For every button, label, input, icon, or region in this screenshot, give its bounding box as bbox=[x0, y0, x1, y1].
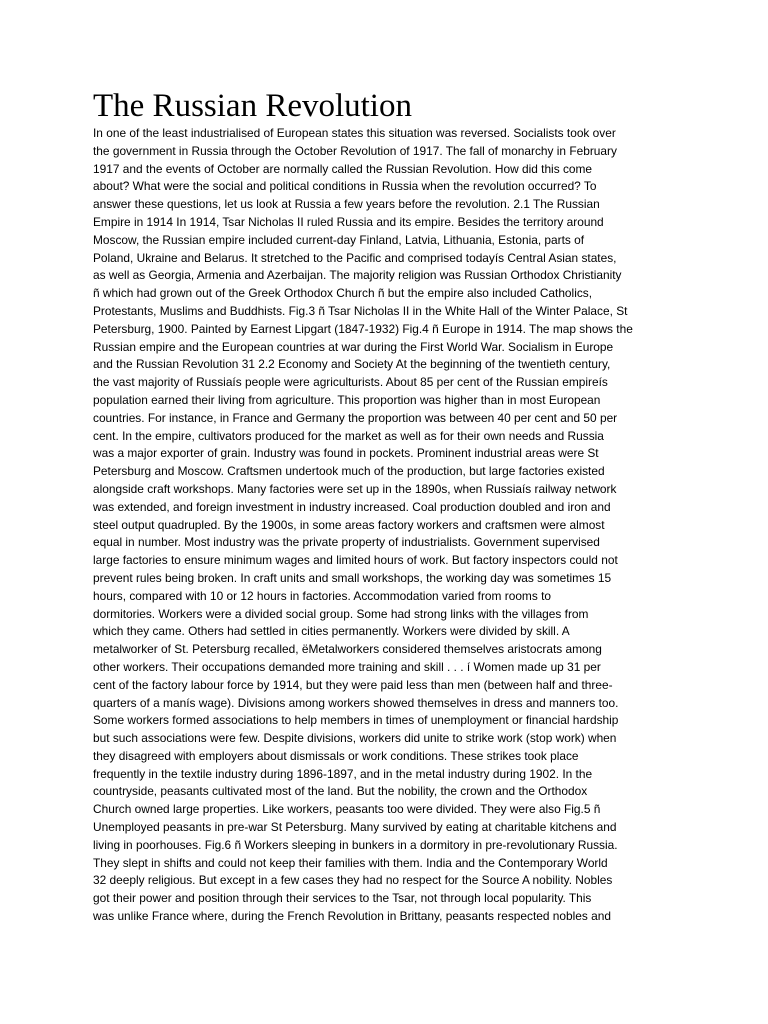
text-line: and the Russian Revolution 31 2.2 Economy and Society At the beginning of the twentieth century, bbox=[93, 357, 611, 372]
text-line: was extended, and foreign investment in industry increased. Coal production doubled and iron and bbox=[93, 499, 611, 514]
text-line: Petersburg and Moscow. Craftsmen undertook much of the production, but large factories existed bbox=[93, 464, 605, 479]
text-line: but such associations were few. Despite divisions, workers did unite to strike work (stop work) when bbox=[93, 731, 617, 746]
text-line: large factories to ensure minimum wages and limited hours of work. But factory inspectors could not bbox=[93, 553, 618, 568]
body-text bbox=[93, 125, 683, 926]
text-line: In one of the least industrialised of European states this situation was reversed. Socialists took over bbox=[93, 126, 616, 140]
text-line: Empire in 1914 In 1914, Tsar Nicholas II ruled Russia and its empire. Besides the territory around bbox=[93, 214, 604, 229]
text-line: dormitories. Workers were a divided social group. Some had strong links with the villages from bbox=[93, 606, 589, 621]
text-line: 32 deeply religious. But except in a few cases they had no respect for the Source A nobility. Nobles bbox=[93, 873, 613, 888]
text-line: quarters of a manís wage). Divisions among workers showed themselves in dress and manners too. bbox=[93, 695, 619, 710]
text-line: Petersburg, 1900. Painted by Earnest Lipgart (1847-1932) Fig.4 ñ Europe in 1914. The map shows the bbox=[93, 321, 633, 336]
text-line: Protestants, Muslims and Buddhists. Fig.3 ñ Tsar Nicholas II in the White Hall of the Winter Palace, St bbox=[93, 303, 628, 318]
text-line: Some workers formed associations to help members in times of unemployment or financial hardship bbox=[93, 713, 619, 728]
text-line: ñ which had grown out of the Greek Orthodox Church ñ but the empire also included Catholics, bbox=[93, 286, 593, 301]
text-line: as well as Georgia, Armenia and Azerbaijan. The majority religion was Russian Orthodox Christianity bbox=[93, 268, 622, 283]
text-line: Russian empire and the European countries at war during the First World War. Socialism in Europe bbox=[93, 339, 614, 354]
text-line: the government in Russia through the October Revolution of 1917. The fall of monarchy in February bbox=[93, 143, 617, 158]
text-line: alongside craft workshops. Many factories were set up in the 1890s, when Russiaís railway network bbox=[93, 481, 617, 496]
text-line: about? What were the social and political conditions in Russia when the revolution occurred? To bbox=[93, 179, 597, 194]
text-line: answer these questions, let us look at Russia a few years before the revolution. 2.1 The Russian bbox=[93, 197, 600, 212]
text-line: equal in number. Most industry was the private property of industrialists. Government supervised bbox=[93, 535, 600, 550]
text-line: they disagreed with employers about dismissals or work conditions. These strikes took place bbox=[93, 748, 579, 763]
text-line: frequently in the textile industry during 1896-1897, and in the metal industry during 1902. In the bbox=[93, 766, 593, 781]
text-line: Moscow, the Russian empire included current-day Finland, Latvia, Lithuania, Estonia, parts of bbox=[93, 232, 585, 247]
text-line: the vast majority of Russiaís people were agriculturists. About 85 per cent of the Russian empireís bbox=[93, 375, 608, 390]
text-line: cent of the factory labour force by 1914, but they were paid less than men (between half and three- bbox=[93, 677, 613, 692]
text-line: They slept in shifts and could not keep their families with them. India and the Contemporary World bbox=[93, 855, 608, 870]
text-line: countryside, peasants cultivated most of the land. But the nobility, the crown and the Orthodox bbox=[93, 784, 588, 799]
text-line: cent. In the empire, cultivators produced for the market as well as for their own needs and Russia bbox=[93, 428, 604, 443]
text-line: Church owned large properties. Like workers, peasants too were divided. They were also Fig.5 ñ bbox=[93, 802, 601, 817]
text-line: steel output quadrupled. By the 1900s, in some areas factory workers and craftsmen were almost bbox=[93, 517, 605, 532]
text-line: other workers. Their occupations demanded more training and skill . . . í Women made up 31 per bbox=[93, 659, 601, 674]
text-line: prevent rules being broken. In craft units and small workshops, the working day was sometimes 15 bbox=[93, 570, 612, 585]
text-line: Unemployed peasants in pre-war St Petersburg. Many survived by eating at charitable kitchens and bbox=[93, 820, 617, 835]
text-line: was a major exporter of grain. Industry was found in pockets. Prominent industrial areas were St bbox=[93, 446, 599, 461]
text-line: was unlike France where, during the French Revolution in Brittany, peasants respected nobles and bbox=[93, 909, 611, 924]
page-title: The Russian Revolution bbox=[93, 88, 412, 124]
text-line: Poland, Ukraine and Belarus. It stretched to the Pacific and comprised todayís Central Asian states, bbox=[93, 250, 617, 265]
text-line: living in poorhouses. Fig.6 ñ Workers sleeping in bunkers in a dormitory in pre-revolutionary Russia. bbox=[93, 837, 618, 852]
text-line: countries. For instance, in France and Germany the proportion was between 40 per cent and 50 per bbox=[93, 410, 618, 425]
text-line: metalworker of St. Petersburg recalled, ëMetalworkers considered themselves aristocrats among bbox=[93, 642, 602, 657]
text-line: 1917 and the events of October are normally called the Russian Revolution. How did this come bbox=[93, 161, 593, 176]
text-line: which they came. Others had settled in cities permanently. Workers were divided by skill. A bbox=[93, 624, 570, 639]
text-line: got their power and position through their services to the Tsar, not through local popularity. This bbox=[93, 891, 592, 906]
text-line: population earned their living from agriculture. This proportion was higher than in most European bbox=[93, 392, 601, 407]
text-line: hours, compared with 10 or 12 hours in factories. Accommodation varied from rooms to bbox=[93, 588, 551, 603]
